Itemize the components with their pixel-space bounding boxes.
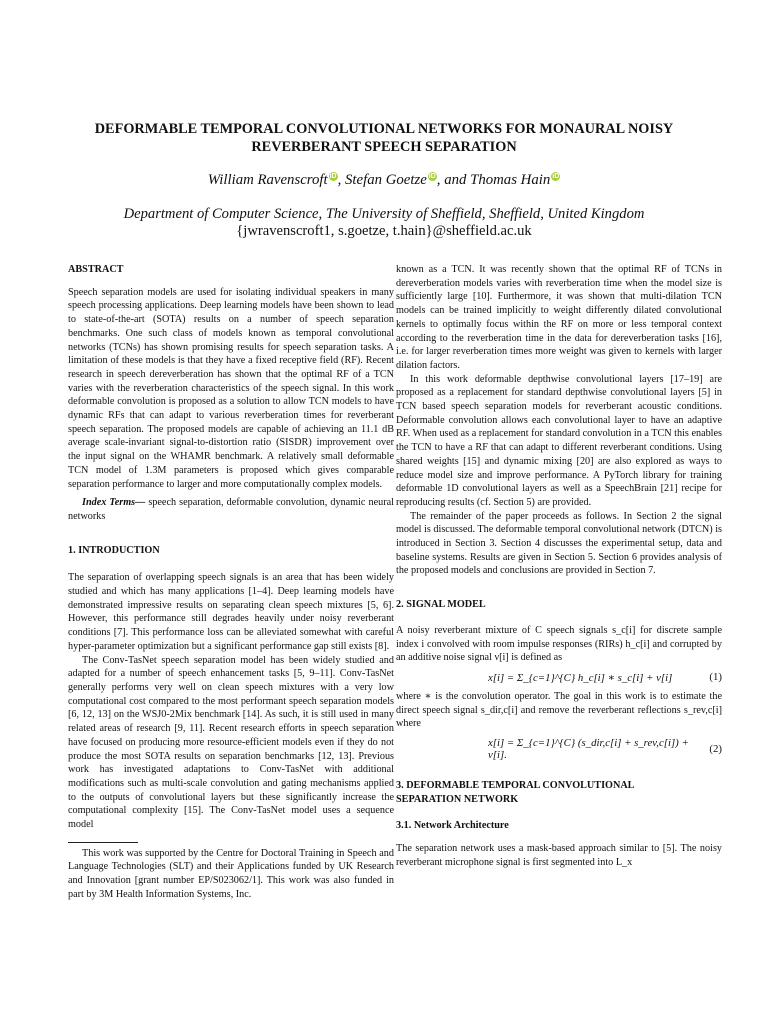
author-name: William Ravenscroft xyxy=(207,172,328,188)
right-paragraph-1: known as a TCN. It was recently shown that the optimal RF of TCNs in dereverberation models varies with reverberation time when the model size is sufficiently large [10]. Furthermore, it was shown that multi-dilation TCN models can be trained implicitly to weight differently dilated convolutional kernels to optimally focus within the RF on more or less temporal context according to the reverberation time in the data for dereverberation tasks [16], i.e. for larger reverberation times more weight was given to kernels with larger dilation factors. xyxy=(396,264,722,371)
equation-1-number: (1) xyxy=(709,671,722,684)
index-terms-label: Index Terms— xyxy=(82,497,146,509)
equation-1 xyxy=(396,671,722,684)
equation-1-body: x[i] = Σ_{c=1}^{C} h_c[i] ∗ s_c[i] + ν[i] xyxy=(488,671,673,684)
paper-title: DEFORMABLE TEMPORAL CONVOLUTIONAL NETWORKS FOR MONAURAL NOISY REVERBERANT SPEECH SEPARATION xyxy=(94,121,674,155)
equation-2 xyxy=(396,737,722,761)
orcid-icon[interactable]: iD xyxy=(552,173,560,181)
signal-paragraph-2: where ∗ is the convolution operator. The goal in this work is to estimate the direct speech signal s_dir,c[i] and remove the reverberant reflections s_rev,c[i] where xyxy=(396,690,722,730)
dtcn-heading-line-2: SEPARATION NETWORK xyxy=(396,793,519,805)
network-paragraph-1: The separation network uses a mask-based approach similar to [5]. The noisy reverberant microphone signal is first segmented into L_x xyxy=(396,843,722,868)
author-name: Thomas Hain xyxy=(470,172,551,188)
intro-paragraph-1: The separation of overlapping speech signals is an area that has been widely studied and which has many applications [1–4]. Deep learning models have demonstrated impressive results on separating clean speech mixtures [5, 6]. However, this performance still degrades heavily under noisy reverberant conditions [7]. This performance loss can be alleviated somewhat with careful hyper-parameter optimization but a significant performance gap still exists [8]. xyxy=(68,572,394,652)
signal-paragraph-1: A noisy reverberant mixture of C speech signals s_c[i] for discrete sample index i convolved with room impulse responses (RIRs) h_c[i] and corrupted by an additive noise signal ν[i] is defined as xyxy=(396,624,722,664)
footnote: This work was supported by the Centre for Doctoral Training in Speech and Language Technologies (SLT) and their Applications funded by UK Research and Innovation [grant number EP/S023062/1]. This work was also funded in part by 3M Health Information Systems, Inc. xyxy=(68,847,394,900)
email-line: {jwravenscroft1, s.goetze, t.hain}@sheffield.ac.uk xyxy=(236,223,532,239)
orcid-icon[interactable]: iD xyxy=(329,173,337,181)
right-column xyxy=(396,263,722,870)
equation-2-number: (2) xyxy=(709,743,722,756)
right-paragraph-3: The remainder of the paper proceeds as follows. In Section 2 the signal model is discussed. The deformable temporal convolutional network (DTCN) is introduced in Section 3. Section 4 discusses the experimental setup, data and baseline systems. Results are given in Section 5. Section 6 provides analysis of the proposed models and conclusions are provided in Section 7. xyxy=(396,510,722,577)
abstract-text: Speech separation models are used for isolating individual speakers in many speech processing applications. Deep learning models have been shown to lead to state-of-the-art (SOTA) results on a number of speech separation benchmarks. One such class of models known as temporal convolutional networks (TCNs) has shown promising results for speech separation tasks. A limitation of these models is that they have a fixed receptive field (RF). Recent research in speech dereverberation has shown that the optimal RF of a TCN varies with the reverberation characteristics of the speech signal. In this work deformable convolution is proposed as a solution to allow TCN models to have dynamic RFs that can adapt to various reverberation times for reverberant speech separation. The proposed models are capable of achieving an 11.1 dB average scale-invariant signal-to-distortion ratio (SISDR) improvement over the input signal on the WHAMR benchmark. A relatively small deformable TCN model of 1.3M parameters is proposed which gives comparable separation performance to larger and more computationally complex models. xyxy=(68,286,394,490)
abstract-heading: ABSTRACT xyxy=(68,264,124,275)
introduction-heading: 1. INTRODUCTION xyxy=(68,544,160,556)
index-terms xyxy=(68,496,394,523)
affiliation xyxy=(60,206,708,240)
signal-model-heading: 2. SIGNAL MODEL xyxy=(396,599,486,611)
right-paragraph-2: In this work deformable depthwise convolutional layers [17–19] are proposed as a replacement for standard depthwise convolutional layers [5] in TCN based speech separation models for reverberant acoustic conditions. Deformable convolution allows each convolutional layer to have an adaptive RF. When used as a replacement for standard convolution in a TCN this enables the TCN to have a RF that can adapt to different reverberant conditions. Using shared weights [15] and dynamic mixing [20] are also explored as ways to reduce model size and improve performance. A PyTorch library for training deformable 1D convolutional layers as well as a SpeechBrain [21] recipe for reproducing results (cf. Section 5) are provided. xyxy=(396,373,722,508)
dtcn-heading-line-1: 3. DEFORMABLE TEMPORAL CONVOLUTIONAL xyxy=(396,780,635,792)
left-column xyxy=(68,263,394,902)
index-terms-text: speech separation, deformable convolution, dynamic neural networks xyxy=(68,497,394,522)
author-list xyxy=(60,171,708,189)
equation-2-body: x[i] = Σ_{c=1}^{C} (s_dir,c[i] + s_rev,c[i]) + ν[i]. xyxy=(488,737,689,762)
intro-paragraph-2: The Conv-TasNet speech separation model has been widely studied and adapted for a number of speech enhancement tasks [5, 9–11]. Conv-TasNet generally performs very well on clean speech mixtures with a very low computational cost compared to the most performant speech separation models [6, 12, 13] on the WSJ0-2Mix benchmark [14]. As such, it is still used in many related areas of research [9, 11]. Recent research efforts in speech separation have focused on producing more resource-efficient models even if they do not produce the most SOTA results on separation benchmarks [12, 13]. Previous work has investigated adaptations to Conv-TasNet with additional modifications such as multi-scale convolution and gating mechanisms applied to the outputs of convolutional layers but these significantly increase the computational complexity [15]. The Conv-TasNet model uses a sequence model xyxy=(68,654,394,831)
affiliation-line: Department of Computer Science, The University of Sheffield, Sheffield, United Kingdom xyxy=(123,206,645,222)
author-name: Stefan Goetze xyxy=(345,172,427,188)
author-separator: , and xyxy=(436,172,471,188)
author-separator: , xyxy=(337,172,346,188)
network-architecture-heading: 3.1. Network Architecture xyxy=(396,819,509,831)
footnote-rule xyxy=(68,842,138,843)
orcid-icon[interactable]: iD xyxy=(428,173,436,181)
